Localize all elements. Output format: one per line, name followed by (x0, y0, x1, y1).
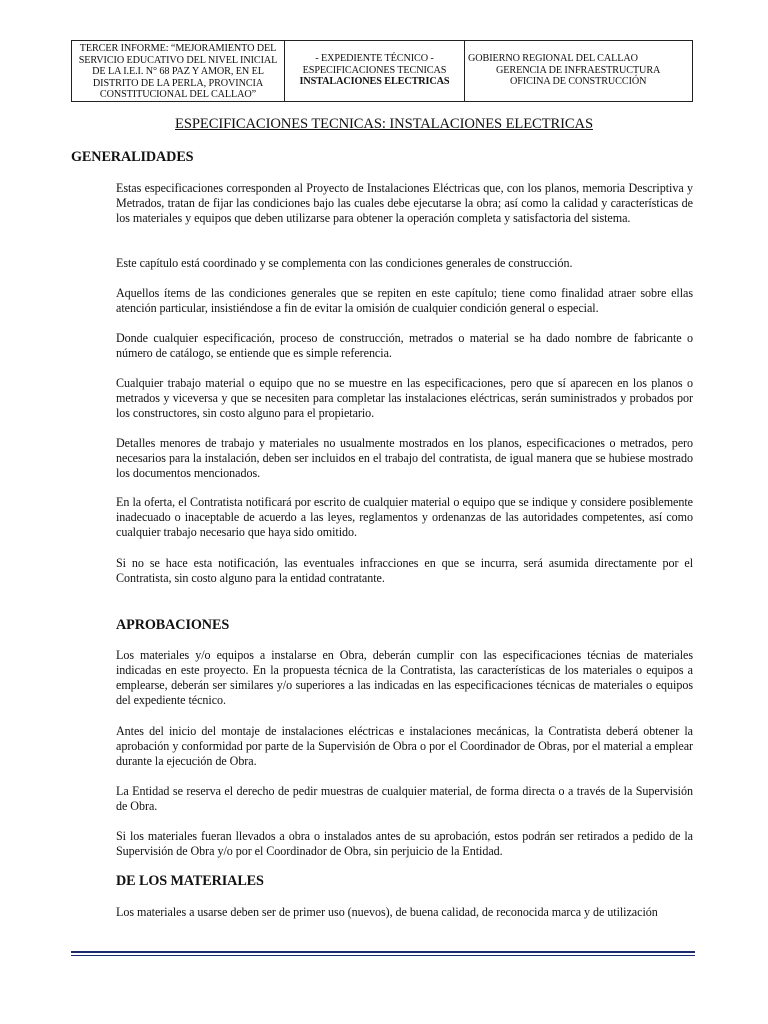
header-expediente-line: - EXPEDIENTE TÉCNICO - (315, 53, 434, 64)
paragraph: Los materiales a usarse deben ser de primer uso (nuevos), de buena calidad, de reconocida marca y de utilización (116, 905, 658, 919)
footer-rule-thick (71, 951, 695, 953)
paragraph: Estas especificaciones corresponden al Proyecto de Instalaciones Eléctricas que, con los planos, memoria Descriptiva y Metrados, tratan de fijar las condiciones bajo las cuales debe ejecutarse la obra; así como la calidad y características de los materiales y equipos que deben utilizarse para obtener la operación completa y satisfactoria del sistema. (116, 181, 693, 225)
paragraph: Los materiales y/o equipos a instalarse en Obra, deberán cumplir con las especificaciones técnias de materiales indicadas en este proyecto. En la propuesta técnica de la Contratista, las características de los materiales o equipos a emplearse, deberán ser similares y/o superiores a las indicadas en las especificaciones técnicas de materiales o equipos del expediente técnico. (116, 648, 693, 707)
header-entity-cell (465, 41, 692, 101)
paragraph: Si no se hace esta notificación, las eventuales infracciones en que se incurra, será asumida directamente por el Contratista, sin costo alguno para la entidad contratante. (116, 556, 693, 585)
paragraph: Cualquier trabajo material o equipo que no se muestre en las especificaciones, pero que sí aparecen en los planos o metrados y viceversa y que se necesiten para completar las instalaciones eléctricas, serán suministrados y probados por los constructores, sin costo alguno para el propietario. (116, 376, 693, 420)
paragraph: Detalles menores de trabajo y materiales no usualmente mostrados en los planos, especificaciones o metrados, pero necesarios para la instalación, deben ser incluidos en el trabajo del contratista, de igual manera que se hubiese mostrado los documentos mencionados. (116, 436, 693, 480)
header-table (71, 40, 693, 102)
paragraph: Donde cualquier especificación, proceso de construcción, metrados o material se ha dado nombre de fabricante o número de catálogo, se entiende que es simple referencia. (116, 331, 693, 360)
paragraph: Aquellos ítems de las condiciones generales que se repiten en este capítulo; tiene como finalidad atraer sobre ellas atención particular, insistiéndose a fin de evitar la omisión de cualquier condición general o especial. (116, 286, 693, 315)
header-expediente-cell (285, 41, 465, 101)
header-entity-line: GERENCIA DE INFRAESTRUCTURA (496, 64, 661, 76)
header-expediente-line: INSTALACIONES ELECTRICAS (299, 76, 450, 88)
paragraph: Antes del inicio del montaje de instalaciones eléctricas e instalaciones mecánicas, la Contratista deberá obtener la aprobación y conformidad por parte de la Supervisión de Obra o por el Coordinador de Obras, por el material a emplear durante la ejecución de Obra. (116, 724, 693, 768)
header-entity-line: OFICINA DE CONSTRUCCIÓN (510, 76, 647, 88)
document-title: ESPECIFICACIONES TECNICAS: INSTALACIONES ELECTRICAS (175, 116, 593, 132)
header-project-line: CONSTITUCIONAL DEL CALLAO” (99, 89, 257, 101)
header-expediente-line: ESPECIFICACIONES TECNICAS (302, 64, 447, 76)
paragraph: En la oferta, el Contratista notificará por escrito de cualquier material o equipo que se indique y considere posiblemente inadecuado o inaceptable de acuerdo a las leyes, reglamentos y ordenanzas de las autoridades competentes, así como cualquier trabajo necesario que haya sido omitido. (116, 495, 693, 539)
header-project-cell (72, 41, 285, 101)
section-heading-generalidades: GENERALIDADES (71, 149, 194, 165)
header-project-line: DISTRITO DE LA PERLA, PROVINCIA (92, 77, 264, 89)
paragraph: Si los materiales fueran llevados a obra o instalados antes de su aprobación, estos podrán ser retirados a pedido de la Supervisión de Obra y/o por el Coordinador de Obra, sin perjuicio de la Entidad. (116, 829, 693, 858)
paragraph: Este capítulo está coordinado y se complementa con las condiciones generales de construcción. (116, 256, 573, 270)
footer-rule (71, 951, 695, 956)
header-project-line: DE LA I.E.I. N° 68 PAZ Y AMOR, EN EL (92, 66, 264, 78)
header-project-line: SERVICIO EDUCATIVO DEL NIVEL INICIAL (78, 54, 278, 66)
section-heading-materiales: DE LOS MATERIALES (116, 873, 264, 889)
section-heading-aprobaciones: APROBACIONES (116, 617, 230, 633)
footer-rule-thin (71, 955, 695, 956)
header-entity-line: GOBIERNO REGIONAL DEL CALLAO (468, 53, 638, 64)
header-project-line: TERCER INFORME: “MEJORAMIENTO DEL (79, 43, 277, 54)
paragraph: La Entidad se reserva el derecho de pedir muestras de cualquier material, de forma directa o a través de la Supervisión de Obra. (116, 784, 693, 813)
